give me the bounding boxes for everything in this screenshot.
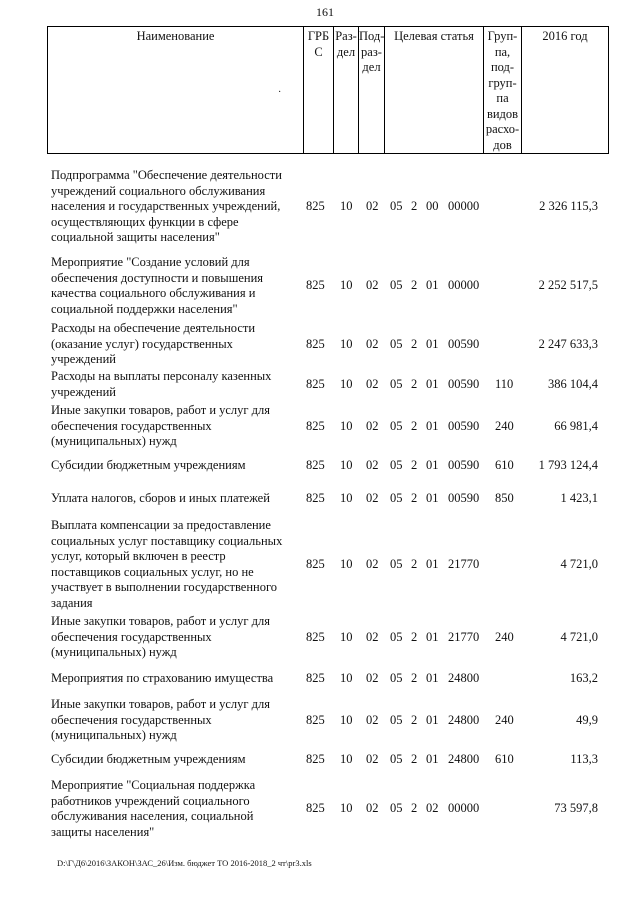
row-name: Мероприятие "Социальная поддержка работников учреждений социального обслуживания населения, социальной защиты населения" [51, 778, 256, 839]
row-name: Уплата налогов, сборов и иных платежей [51, 491, 270, 505]
row-p2: 2 [411, 419, 418, 433]
row-razdel: 10 [340, 491, 353, 505]
row-p4: 00590 [448, 491, 480, 505]
row-p3: 01 [426, 630, 439, 644]
row-p4: 00590 [448, 458, 480, 472]
row-p2: 2 [411, 458, 418, 472]
row-amount: 73 597,8 [554, 801, 598, 815]
row-name: Субсидии бюджетным учреждениям [51, 752, 246, 766]
footer-path: D:\Г\Д6\2016\ЗАКОН\ЗАС_26\Изм. бюджет ТО 2016-2018_2 чт\pr3.xls [57, 858, 312, 868]
header-grbs: ГРБ С [304, 27, 334, 154]
row-p1: 05 [390, 337, 403, 351]
row-p1: 05 [390, 377, 403, 391]
row-podrazdel: 02 [366, 713, 379, 727]
row-amount: 49,9 [576, 713, 598, 727]
row-name: Субсидии бюджетным учреждениям [51, 458, 246, 472]
row-podrazdel: 02 [366, 337, 379, 351]
row-grbs: 825 [306, 458, 325, 472]
row-p2: 2 [411, 377, 418, 391]
row-name: Иные закупки товаров, работ и услуг для обеспечения государственных (муниципальных) нужд [51, 403, 271, 448]
row-p1: 05 [390, 801, 403, 815]
row-p1: 05 [390, 713, 403, 727]
row-p3: 01 [426, 557, 439, 571]
row-razdel: 10 [340, 557, 353, 571]
row-amount: 386 104,4 [548, 377, 598, 391]
table-row [0, 697, 640, 744]
row-podrazdel: 02 [366, 199, 379, 213]
row-amount: 4 721,0 [560, 557, 598, 571]
row-razdel: 10 [340, 419, 353, 433]
row-razdel: 10 [340, 278, 353, 292]
row-razdel: 10 [340, 752, 353, 766]
row-p4: 21770 [448, 630, 480, 644]
row-p2: 2 [411, 278, 418, 292]
row-p1: 05 [390, 419, 403, 433]
row-name: Иные закупки товаров, работ и услуг для обеспечения государственных (муниципальных) нужд [51, 614, 271, 659]
row-p3: 01 [426, 419, 439, 433]
row-p4: 00000 [448, 801, 480, 815]
row-p3: 02 [426, 801, 439, 815]
row-amount: 2 326 115,3 [539, 199, 598, 213]
row-name: Подпрограмма "Обеспечение деятельности учреждений социального обслуживания населения и государственных учреждений, осуществляющих функции в сфере социальной защиты населения" [51, 168, 282, 244]
row-vr: 240 [495, 713, 514, 727]
table-row [0, 614, 640, 661]
row-p3: 01 [426, 713, 439, 727]
row-vr: 850 [495, 491, 514, 505]
row-vr: 240 [495, 419, 514, 433]
row-p2: 2 [411, 337, 418, 351]
row-grbs: 825 [306, 419, 325, 433]
row-p3: 01 [426, 752, 439, 766]
row-p3: 01 [426, 337, 439, 351]
table-row [0, 752, 640, 768]
row-p3: 01 [426, 278, 439, 292]
header-year: 2016 год [522, 27, 609, 154]
row-podrazdel: 02 [366, 671, 379, 685]
row-p1: 05 [390, 199, 403, 213]
row-podrazdel: 02 [366, 491, 379, 505]
row-grbs: 825 [306, 557, 325, 571]
row-p1: 05 [390, 557, 403, 571]
row-name: Иные закупки товаров, работ и услуг для обеспечения государственных (муниципальных) нужд [51, 697, 271, 742]
row-p3: 00 [426, 199, 439, 213]
row-p4: 00590 [448, 377, 480, 391]
table-row [0, 458, 640, 474]
row-podrazdel: 02 [366, 752, 379, 766]
row-amount: 66 981,4 [554, 419, 598, 433]
row-grbs: 825 [306, 377, 325, 391]
row-grbs: 825 [306, 801, 325, 815]
row-podrazdel: 02 [366, 419, 379, 433]
row-p3: 01 [426, 458, 439, 472]
row-p2: 2 [411, 199, 418, 213]
row-podrazdel: 02 [366, 278, 379, 292]
header-podrazdel: Под- раз- дел [359, 27, 385, 154]
row-grbs: 825 [306, 337, 325, 351]
row-p4: 24800 [448, 752, 480, 766]
row-amount: 1 423,1 [560, 491, 598, 505]
table-row [0, 168, 640, 246]
row-amount: 113,3 [570, 752, 598, 766]
row-p4: 21770 [448, 557, 480, 571]
row-p2: 2 [411, 671, 418, 685]
row-razdel: 10 [340, 630, 353, 644]
header-vid: Груп- па, под- груп- па видов расхо- дов [484, 27, 522, 154]
row-name: Мероприятие "Создание условий для обеспечения доступности и повышения качества социального обслуживания и социальной поддержки населения" [51, 255, 264, 316]
row-p1: 05 [390, 630, 403, 644]
row-name: Расходы на выплаты персоналу казенных учреждений [51, 369, 272, 399]
table-row [0, 255, 640, 317]
row-p3: 01 [426, 671, 439, 685]
row-amount: 2 247 633,3 [538, 337, 598, 351]
stray-mark: · [278, 87, 282, 98]
row-p4: 00000 [448, 278, 480, 292]
row-p2: 2 [411, 713, 418, 727]
row-name: Мероприятия по страхованию имущества [51, 671, 274, 685]
row-razdel: 10 [340, 337, 353, 351]
row-name: Расходы на обеспечение деятельности (оказание услуг) государственных учреждений [51, 321, 256, 366]
page-number: 161 [316, 5, 334, 19]
row-razdel: 10 [340, 671, 353, 685]
table-row [0, 671, 640, 687]
row-p2: 2 [411, 557, 418, 571]
row-grbs: 825 [306, 752, 325, 766]
row-p4: 00590 [448, 337, 480, 351]
row-p4: 24800 [448, 713, 480, 727]
row-p2: 2 [411, 801, 418, 815]
row-p3: 01 [426, 491, 439, 505]
table-row [0, 369, 640, 400]
row-grbs: 825 [306, 199, 325, 213]
row-p2: 2 [411, 752, 418, 766]
row-vr: 610 [495, 752, 514, 766]
row-vr: 240 [495, 630, 514, 644]
row-p1: 05 [390, 458, 403, 472]
row-podrazdel: 02 [366, 630, 379, 644]
row-vr: 110 [495, 377, 514, 391]
row-vr: 610 [495, 458, 514, 472]
row-p4: 00000 [448, 199, 480, 213]
table-row [0, 491, 640, 507]
row-p4: 00590 [448, 419, 480, 433]
table-row [0, 518, 640, 611]
row-amount: 1 793 124,4 [538, 458, 598, 472]
row-podrazdel: 02 [366, 458, 379, 472]
row-grbs: 825 [306, 671, 325, 685]
row-razdel: 10 [340, 458, 353, 472]
row-p4: 24800 [448, 671, 480, 685]
row-amount: 163,2 [569, 671, 598, 685]
table-row [0, 321, 640, 368]
table-row [0, 403, 640, 450]
row-grbs: 825 [306, 278, 325, 292]
row-name: Выплата компенсации за предоставление социальных услуг поставщику социальных услуг, который включен в реестр поставщиков социальных услуг, но не участвует в выполнении государственного задания [51, 518, 283, 610]
row-grbs: 825 [306, 630, 325, 644]
row-amount: 2 252 517,5 [538, 278, 598, 292]
row-razdel: 10 [340, 377, 353, 391]
row-p1: 05 [390, 491, 403, 505]
row-razdel: 10 [340, 199, 353, 213]
row-podrazdel: 02 [366, 377, 379, 391]
row-p1: 05 [390, 752, 403, 766]
row-p2: 2 [411, 491, 418, 505]
header-target: Целевая статья [385, 27, 484, 154]
row-podrazdel: 02 [366, 801, 379, 815]
row-p2: 2 [411, 630, 418, 644]
header-razdel: Раз- дел [334, 27, 359, 154]
table-header [47, 26, 609, 154]
row-p1: 05 [390, 278, 403, 292]
row-p3: 01 [426, 377, 439, 391]
row-grbs: 825 [306, 491, 325, 505]
row-amount: 4 721,0 [560, 630, 598, 644]
row-p1: 05 [390, 671, 403, 685]
header-name: Наименование [48, 27, 304, 154]
table-row [0, 778, 640, 840]
row-grbs: 825 [306, 713, 325, 727]
row-razdel: 10 [340, 801, 353, 815]
row-podrazdel: 02 [366, 557, 379, 571]
row-razdel: 10 [340, 713, 353, 727]
